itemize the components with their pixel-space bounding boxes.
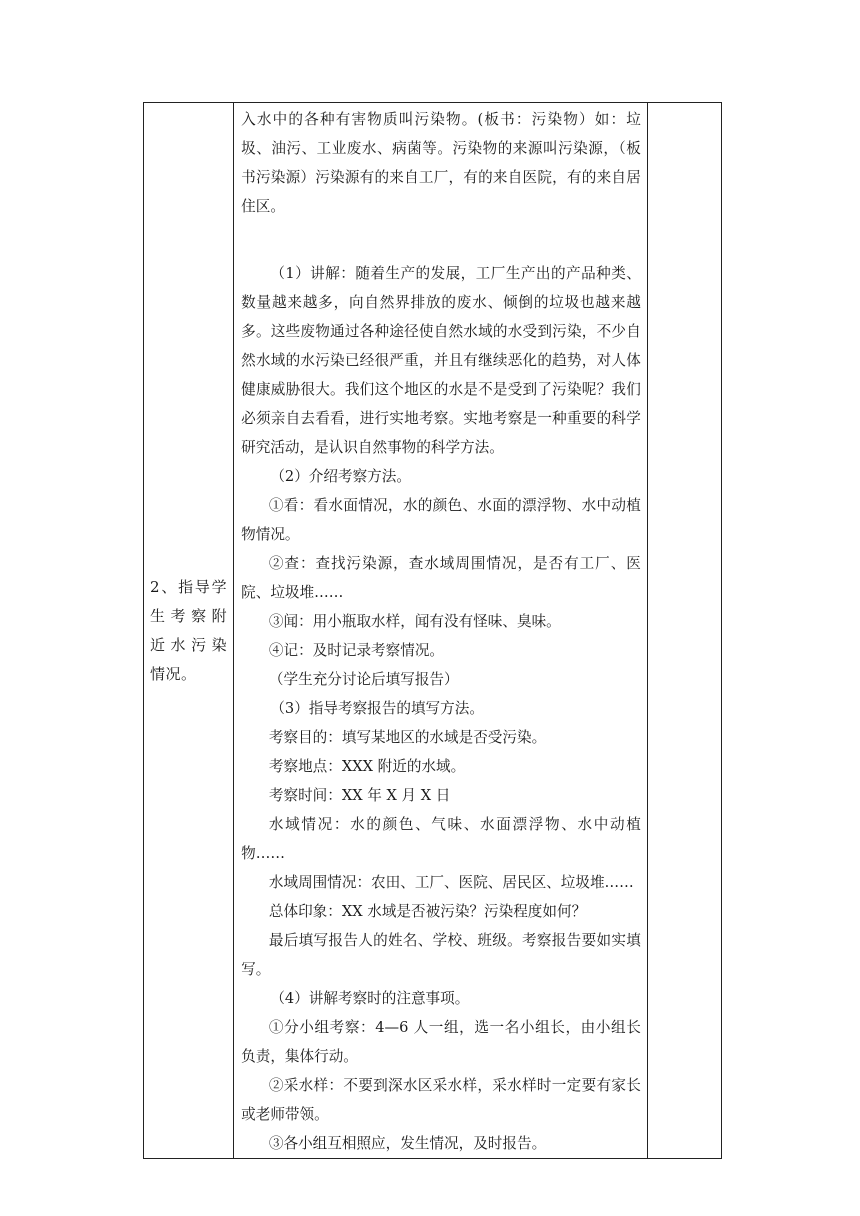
notice-sample: ②采水样：不要到深水区采水样，采水样时一定要有家长或老师带领。 [241, 1077, 641, 1123]
report-final: 最后填写报告人的姓名、学校、班级。考察报告要如实填写。 [241, 932, 641, 978]
explain-paragraph: （1）讲解：随着生产的发展，工厂生产出的产品种类、数量越来越多，向自然界排放的废水、倾倒的垃圾也越来越多。这些废物通过各种途径使自然水域的水受到污染，不少自然水域的水污染已经很严重，并且有继续恶化的趋势，对人体健康威胁很大。我们这个地区的水是不是受到了污染呢？我们必须亲自去看看，进行实地考察。实地考察是一种重要的科学研究活动，是认识自然事物的科学方法。 [241, 265, 641, 456]
table-row [144, 103, 722, 1159]
discuss-note: （学生充分讨论后填写报告） [268, 671, 459, 688]
method-smell: ③闻：用小瓶取水样，闻有没有怪味、臭味。 [268, 613, 561, 630]
report-surround: 水域周围情况：农田、工厂、医院、居民区、垃圾堆…… [268, 874, 634, 891]
report-heading: （3）指导考察报告的填写方法。 [270, 700, 484, 717]
method-record: ④记：及时记录考察情况。 [268, 642, 445, 659]
method-check: ②查：查找污染源，查水域周围情况，是否有工厂、医院、垃圾堆…… [241, 555, 641, 601]
report-purpose: 考察目的：填写某地区的水域是否受污染。 [268, 729, 547, 746]
report-overall: 总体印象：XX 水域是否被污染？污染程度如何？ [268, 903, 587, 920]
step-label: 2、指导学生考察附近水污染情况。 [150, 577, 228, 683]
blank-line [241, 221, 641, 250]
lesson-plan-table [143, 102, 722, 1159]
report-time: 考察时间：XX 年 X 月 X 日 [268, 787, 451, 804]
notice-group: ①分小组考察：4—6 人一组，选一名小组长，由小组长负责，集体行动。 [241, 1019, 641, 1065]
step-cell [144, 103, 234, 1159]
intro-paragraph: 入水中的各种有害物质叫污染物。(板书：污染物）如：垃圾、油污、工业废水、病菌等。污染物的来源叫污染源，（板书污染源）污染源有的来自工厂，有的来自医院，有的来自居住区。 [241, 111, 641, 215]
method-look: ①看：看水面情况，水的颜色、水面的漂浮物、水中动植物情况。 [241, 497, 641, 543]
notice-heading: （4）讲解考察时的注意事项。 [270, 990, 470, 1007]
content-cell [234, 103, 648, 1159]
notice-care: ③各小组互相照应，发生情况，及时报告。 [268, 1135, 547, 1152]
method-heading: （2）介绍考察方法。 [270, 468, 411, 485]
report-water: 水域情况：水的颜色、气味、水面漂浮物、水中动植物…… [241, 816, 641, 862]
notes-cell [647, 103, 721, 1159]
content-body [234, 103, 647, 1158]
report-place: 考察地点：XXX 附近的水域。 [268, 758, 466, 775]
